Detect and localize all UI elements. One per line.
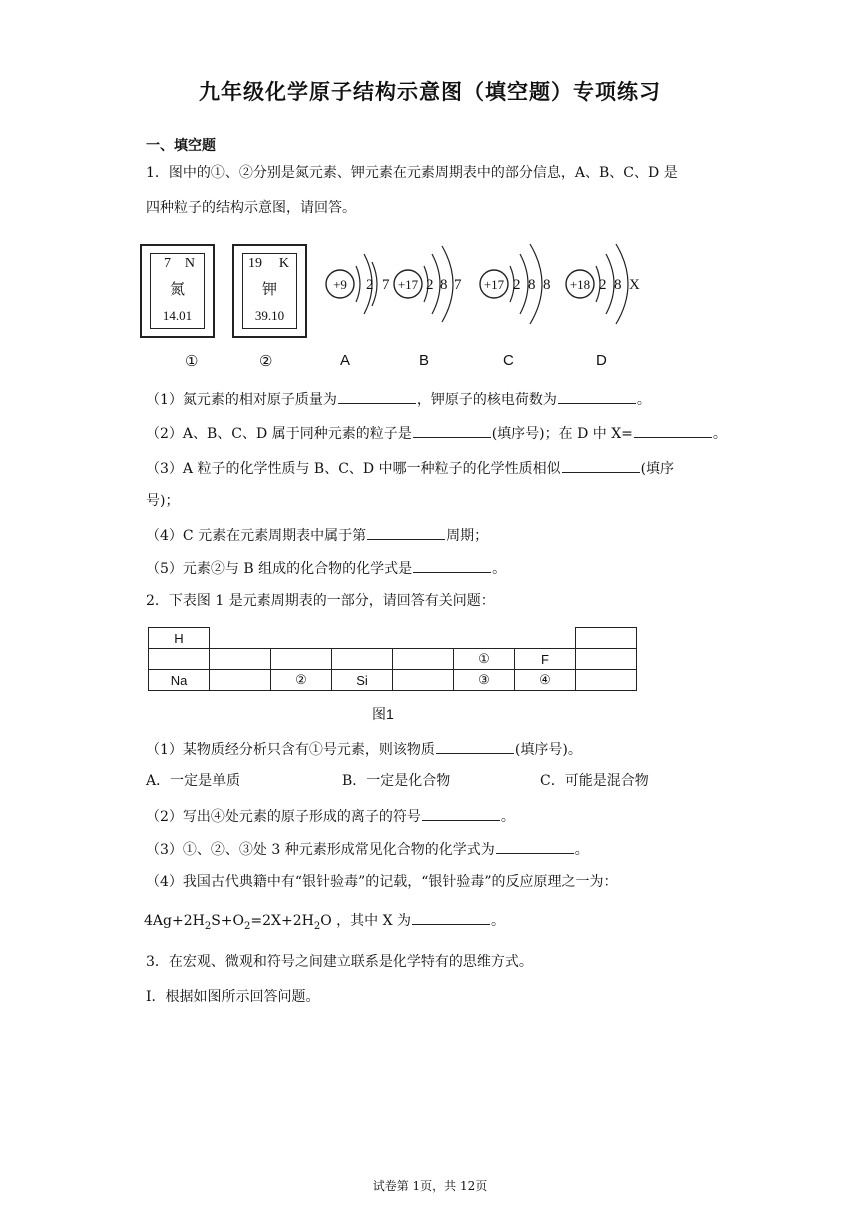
- page-footer: 试卷第 1页，共 12页: [372, 1179, 488, 1193]
- nucleus-charge: +17: [397, 277, 419, 292]
- table-caption: 图1: [372, 706, 394, 722]
- table-cell: [393, 649, 454, 670]
- figure-label: A: [340, 352, 351, 369]
- q1-subquestion-1: （1）氮元素的相对原子质量为 ，钾原子的核电荷数为 。: [146, 388, 651, 410]
- answer-blank[interactable]: [496, 838, 574, 854]
- table-cell: [332, 649, 393, 670]
- table-row: [149, 628, 637, 649]
- table-cell: [149, 649, 210, 670]
- page-title: 九年级化学原子结构示意图（填空题）专项练习: [199, 80, 661, 104]
- atom-diagram-b: [394, 246, 462, 322]
- atomic-number: 7: [164, 256, 171, 271]
- q2-subquestion-3: （3）①、②、③处 3 种元素形成常见化合物的化学式为 。: [146, 838, 589, 860]
- choice-c[interactable]: C．可能是混合物: [540, 773, 649, 789]
- element-name: 氮: [169, 282, 185, 298]
- q1-subquestion-4: （4）C 元素在元素周期表中属于第 周期；: [146, 524, 488, 546]
- q1-intro-line1: 1．图中的①、②分别是氮元素、钾元素在元素周期表中的部分信息，A、B、C、D 是: [146, 165, 678, 181]
- answer-blank[interactable]: [413, 557, 491, 573]
- element-card-potassium: [232, 244, 307, 338]
- answer-blank[interactable]: [562, 457, 640, 473]
- table-cell: ②: [271, 670, 332, 691]
- atomic-number: 19: [248, 256, 262, 271]
- atomic-mass: 39.10: [254, 308, 285, 323]
- periodic-table-fragment: [148, 627, 637, 691]
- q3-part-1: I．根据如图所示回答问题。: [146, 989, 320, 1005]
- choice-a[interactable]: A．一定是单质: [146, 773, 241, 789]
- nucleus-charge: +18: [569, 277, 591, 292]
- answer-blank[interactable]: [367, 524, 445, 540]
- element-symbol: K: [278, 256, 289, 271]
- table-cell: H: [149, 628, 210, 649]
- nucleus-charge: +17: [483, 277, 505, 292]
- figure-label: C: [503, 352, 514, 369]
- section-heading: 一、填空题: [146, 138, 216, 154]
- answer-blank[interactable]: [634, 422, 712, 438]
- table-cell: [210, 649, 271, 670]
- table-cell: Si: [332, 670, 393, 691]
- element-symbol: N: [184, 256, 195, 271]
- electron-count: 8: [528, 277, 536, 293]
- electron-shell-arc: [356, 266, 360, 302]
- electron-shell-arc: [606, 254, 614, 314]
- q1-subquestion-2: （2）A、B、C、D 属于同种元素的粒子是 (填序号)；在 D 中 X= 。: [146, 422, 727, 444]
- nucleus-charge: +9: [333, 277, 347, 292]
- table-cell: [210, 670, 271, 691]
- answer-blank[interactable]: [413, 422, 491, 438]
- electron-count: 8: [614, 277, 622, 293]
- table-cell: Na: [149, 670, 210, 691]
- electron-count: X: [629, 277, 640, 293]
- q2-subquestion-4: （4）我国古代典籍中有“银针验毒”的记载，“银针验毒”的反应原理之一为：: [146, 874, 618, 890]
- answer-blank[interactable]: [412, 909, 490, 925]
- electron-count: 8: [543, 277, 551, 293]
- electron-count: 2: [366, 277, 374, 293]
- q1-subquestion-3-cont: 号)；: [146, 493, 180, 509]
- electron-count: 2: [426, 277, 434, 293]
- figure-label: B: [419, 352, 430, 369]
- table-cell: ①: [454, 649, 515, 670]
- electron-count: 7: [382, 277, 390, 293]
- atomic-mass: 14.01: [162, 308, 193, 323]
- q3-intro: 3．在宏观、微观和符号之间建立联系是化学特有的思维方式。: [146, 954, 533, 970]
- q1-subquestion-3: （3）A 粒子的化学性质与 B、C、D 中哪一种粒子的化学性质相似 (填序: [146, 457, 674, 479]
- answer-blank[interactable]: [558, 388, 636, 404]
- table-row: [149, 649, 637, 670]
- element-name: 钾: [261, 282, 277, 298]
- answer-blank[interactable]: [422, 805, 500, 821]
- atom-diagram-c: [480, 244, 551, 324]
- electron-shell-arc: [520, 254, 528, 314]
- figure-label: ②: [259, 353, 273, 370]
- choice-b[interactable]: B．一定是化合物: [342, 773, 451, 789]
- reaction-equation: $4Ag+2H_2S+O_2=2X+2H_2O$ ，其中 X 为 。: [144, 909, 505, 937]
- electron-count: 2: [599, 277, 607, 293]
- electron-count: 7: [454, 277, 462, 293]
- q1-intro-line2: 四种粒子的结构示意图，请回答。: [146, 200, 356, 216]
- table-cell: [393, 670, 454, 691]
- electron-count: 2: [513, 277, 521, 293]
- atom-diagram-a: [326, 254, 390, 314]
- table-cell: [576, 670, 637, 691]
- table-cell: [271, 649, 332, 670]
- answer-blank[interactable]: [338, 388, 416, 404]
- atom-diagram-d: [566, 244, 640, 324]
- table-cell: ④: [515, 670, 576, 691]
- element-card-nitrogen: [140, 244, 215, 338]
- table-row: [149, 670, 637, 691]
- table-cell: [576, 649, 637, 670]
- atom-structure-diagrams: [318, 236, 658, 336]
- q2-subquestion-2: （2）写出④处元素的原子形成的离子的符号 。: [146, 805, 515, 827]
- q2-intro: 2．下表图 1 是元素周期表的一部分，请回答有关问题：: [146, 593, 495, 609]
- q2-subquestion-1: （1）某物质经分析只含有①号元素，则该物质 (填序号)。: [146, 738, 582, 760]
- figure-label: ①: [185, 353, 199, 370]
- answer-blank[interactable]: [436, 738, 514, 754]
- table-cell: [576, 628, 637, 649]
- q2-choices: [146, 771, 649, 791]
- figure-label: D: [596, 352, 607, 369]
- table-cell: ③: [454, 670, 515, 691]
- q1-subquestion-5: （5）元素②与 B 组成的化合物的化学式是 。: [146, 557, 506, 579]
- table-cell: F: [515, 649, 576, 670]
- electron-count: 8: [440, 277, 448, 293]
